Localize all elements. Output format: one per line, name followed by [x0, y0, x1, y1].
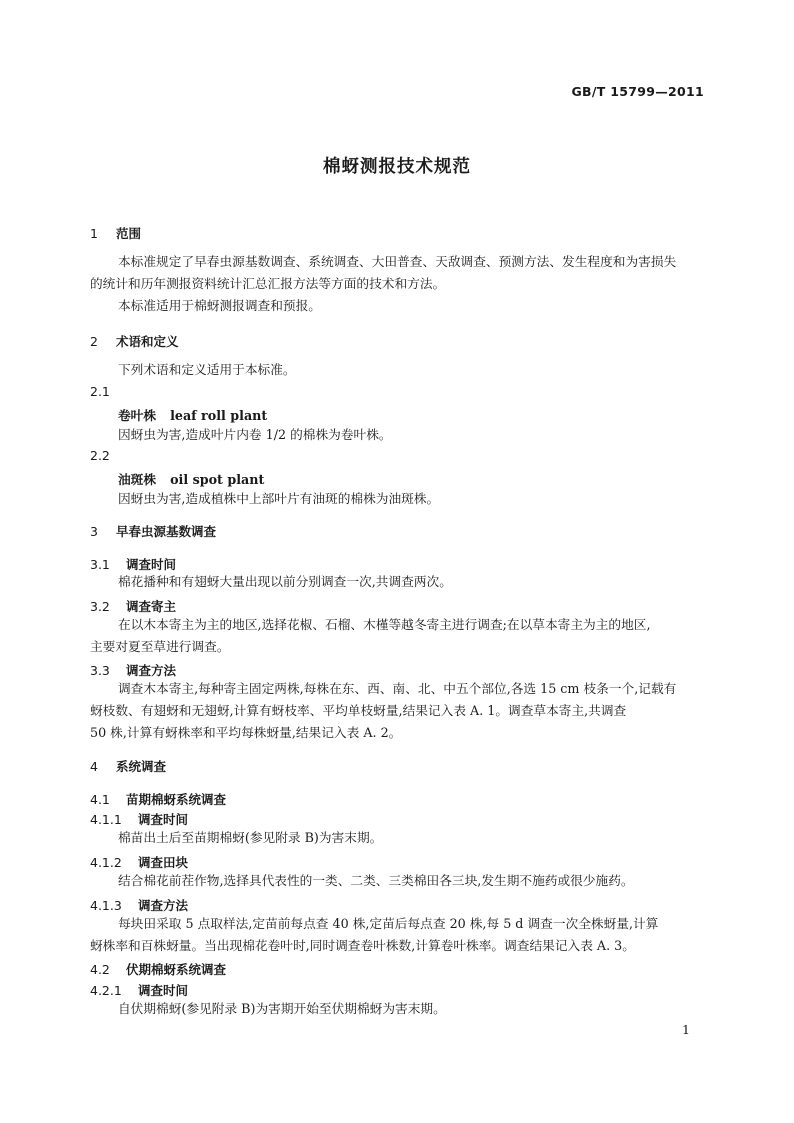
term-number-2-2: 2.2 — [90, 448, 110, 463]
section-number: 1 — [90, 226, 98, 241]
section-heading-4: 4 系统调查 — [90, 759, 167, 774]
subsection-heading-4-1-2: 4.1.2 调查田块 — [90, 855, 189, 870]
subsection-heading-4-1-3: 4.1.3 调查方法 — [90, 898, 189, 913]
paragraph-3-2: 在以木本寄主为主的地区,选择花椒、石榴、木槿等越冬寄主进行调查;在以草本寄主为主的地区, 主要对夏至草进行调查。 — [90, 617, 651, 654]
subsection-heading-3-2: 3.2 调查寄主 — [90, 599, 177, 614]
section-heading-3: 3 早春虫源基数调查 — [90, 524, 217, 539]
paragraph-4-2-1: 自伏期棉蚜(参见附录 B)为害期开始至伏期棉蚜为害末期。 — [118, 1001, 446, 1016]
standard-code: GB/T 15799—2011 — [571, 84, 704, 99]
scope-applicability-paragraph: 本标准适用于棉蚜测报调查和预报。 — [118, 298, 321, 313]
subsection-heading-4-1-1: 4.1.1 调查时间 — [90, 812, 189, 827]
term-number-2-1: 2.1 — [90, 384, 110, 399]
subsection-heading-4-2-1: 4.2.1 调查时间 — [90, 983, 189, 998]
subsection-heading-3-3: 3.3 调查方法 — [90, 663, 177, 678]
section-heading-1 — [90, 224, 704, 242]
paragraph-4-1-3: 每块田采取 5 点取样法,定苗前每点查 40 株,定苗后每点查 20 株,每 5 d 调查一次全株蚜量,计算 蚜株率和百株蚜量。当出现棉花卷叶时,同时调查卷叶株数,计算卷叶株率。调查结果记入表 A. 3。 — [90, 916, 659, 953]
term-definition-2-2: 因蚜虫为害,造成植株中上部叶片有油斑的棉株为油斑株。 — [118, 491, 440, 506]
subsection-heading-4-1: 4.1 苗期棉蚜系统调查 — [90, 792, 227, 807]
section-title: 范围 — [116, 226, 142, 241]
term-oil-spot-plant: 油斑株 oil spot plant — [118, 472, 265, 487]
paragraph-3-3: 调查木本寄主,每种寄主固定两株,每株在东、西、南、北、中五个部位,各选 15 cm 枝条一个,记载有 蚜枝数、有翅蚜和无翅蚜,计算有蚜枝率、平均单枝蚜量,结果记入表 A. 1。调查草本寄主,共调查 50 株,计算有蚜株率和平均每株蚜量,结果记入表 A. 2。 — [90, 681, 677, 740]
paragraph-3-1: 棉花播种和有翅蚜大量出现以前分别调查一次,共调查两次。 — [118, 574, 452, 589]
subsection-heading-3-1: 3.1 调查时间 — [90, 557, 177, 572]
subsection-heading-4-2: 4.2 伏期棉蚜系统调查 — [90, 962, 227, 977]
document-title: 棉蚜测报技术规范 — [323, 157, 471, 177]
term-definition-2-1: 因蚜虫为害,造成叶片内卷 1/2 的棉株为卷叶株。 — [118, 427, 392, 442]
section-heading-2: 2 术语和定义 — [90, 334, 179, 349]
term-leaf-roll-plant: 卷叶株 leaf roll plant — [118, 408, 268, 423]
paragraph-4-1-2: 结合棉花前茬作物,选择具代表性的一类、二类、三类棉田各三块,发生期不施药或很少施药。 — [118, 873, 634, 888]
paragraph-4-1-1: 棉苗出土后至苗期棉蚜(参见附录 B)为害末期。 — [118, 830, 383, 845]
page-number: 1 — [682, 1022, 690, 1037]
terms-intro-paragraph: 下列术语和定义适用于本标准。 — [118, 362, 296, 377]
scope-paragraph: 本标准规定了早春虫源基数调查、系统调查、大田普查、天敌调查、预测方法、发生程度和为害损失 的统计和历年测报资料统计汇总汇报方法等方面的技术和方法。 — [90, 254, 677, 291]
